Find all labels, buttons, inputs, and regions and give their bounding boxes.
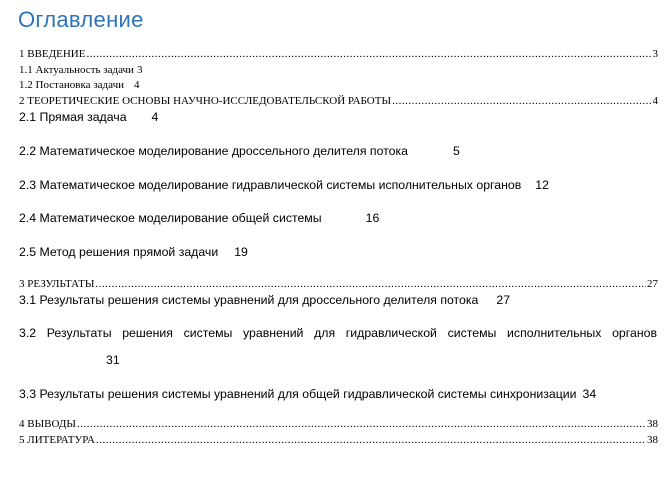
toc-entry-chapter-4[interactable]: [19, 418, 658, 431]
toc-entry-page: 4: [151, 110, 159, 124]
toc-entry-page: 38: [647, 418, 658, 430]
toc-entry-1-2[interactable]: [19, 79, 140, 92]
toc-entry-2-3[interactable]: [19, 178, 549, 193]
dot-leader: [86, 48, 651, 61]
toc-entry-2-4[interactable]: [19, 211, 379, 226]
toc-entry-page: 3: [136, 64, 143, 76]
toc-entry-2-2[interactable]: [19, 144, 460, 159]
toc-entry-2-5[interactable]: [19, 245, 248, 260]
toc-entry-page: 4: [652, 95, 658, 107]
toc-entry-label: 3 РЕЗУЛЬТАТЫ: [19, 278, 95, 290]
toc-entry-page: 5: [452, 144, 460, 158]
toc-entry-page: 34: [582, 387, 597, 401]
toc-entry-label: 2.2 Математическое моделирование дроссельного делителя потока: [19, 144, 408, 158]
toc-entry-page: 3: [652, 48, 658, 60]
toc-entry-label: 4 ВЫВОДЫ: [19, 418, 77, 430]
toc-entry-page: 16: [365, 211, 380, 225]
toc-entry-3-3[interactable]: [19, 387, 596, 402]
toc-entry-1-1[interactable]: [19, 64, 142, 77]
dot-leader: [95, 278, 646, 291]
toc-entry-label: 2.4 Математическое моделирование общей системы: [19, 211, 322, 225]
toc-entry-label: 2.5 Метод решения прямой задачи: [19, 245, 219, 259]
toc-entry-3-1[interactable]: [19, 293, 510, 308]
toc-entry-chapter-3[interactable]: [19, 278, 658, 291]
toc-entry-intro[interactable]: [19, 48, 658, 61]
toc-entry-page: 31: [106, 353, 120, 367]
toc-entry-label: 1.2 Постановка задачи: [19, 79, 124, 91]
toc-entry-label: 1 ВВЕДЕНИЕ: [19, 48, 86, 60]
toc-entry-label: 3.1 Результаты решения системы уравнений для дроссельного делителя потока: [19, 293, 479, 307]
toc-entry-chapter-5[interactable]: [19, 434, 658, 447]
toc-entry-page: 38: [647, 434, 658, 446]
toc-entry-page: 19: [234, 245, 248, 259]
toc-entry-page: 4: [134, 79, 140, 91]
toc-entry-2-1[interactable]: [19, 110, 158, 125]
toc-entry-page: 27: [647, 278, 658, 290]
toc-entry-3-2[interactable]: 3.2 Результаты решения системы уравнений для гидравлической системы исполнительных органов: [19, 326, 657, 340]
toc-entry-label: 2.3 Математическое моделирование гидравлической системы исполнительных органов: [19, 178, 522, 192]
toc-entry-label: 2 ТЕОРЕТИЧЕСКИЕ ОСНОВЫ НАУЧНО-ИССЛЕДОВАТЕЛЬСКОЙ РАБОТЫ: [19, 95, 392, 107]
toc-entry-label: 3.3 Результаты решения системы уравнений для общей гидравлической системы синхронизации: [19, 387, 577, 401]
toc-entry-label: 1.1 Актуальность задачи: [19, 64, 134, 76]
page-title: Оглавление: [18, 7, 144, 32]
dot-leader: [392, 95, 651, 108]
toc-entry-label: 5 ЛИТЕРАТУРА: [19, 434, 95, 446]
dot-leader: [77, 418, 646, 431]
dot-leader: [96, 434, 646, 447]
toc-entry-page: 27: [496, 293, 511, 307]
toc-entry-chapter-2[interactable]: [19, 95, 658, 108]
toc-entry-page: 12: [535, 178, 549, 192]
toc-entry-label: 2.1 Прямая задача: [19, 110, 127, 124]
